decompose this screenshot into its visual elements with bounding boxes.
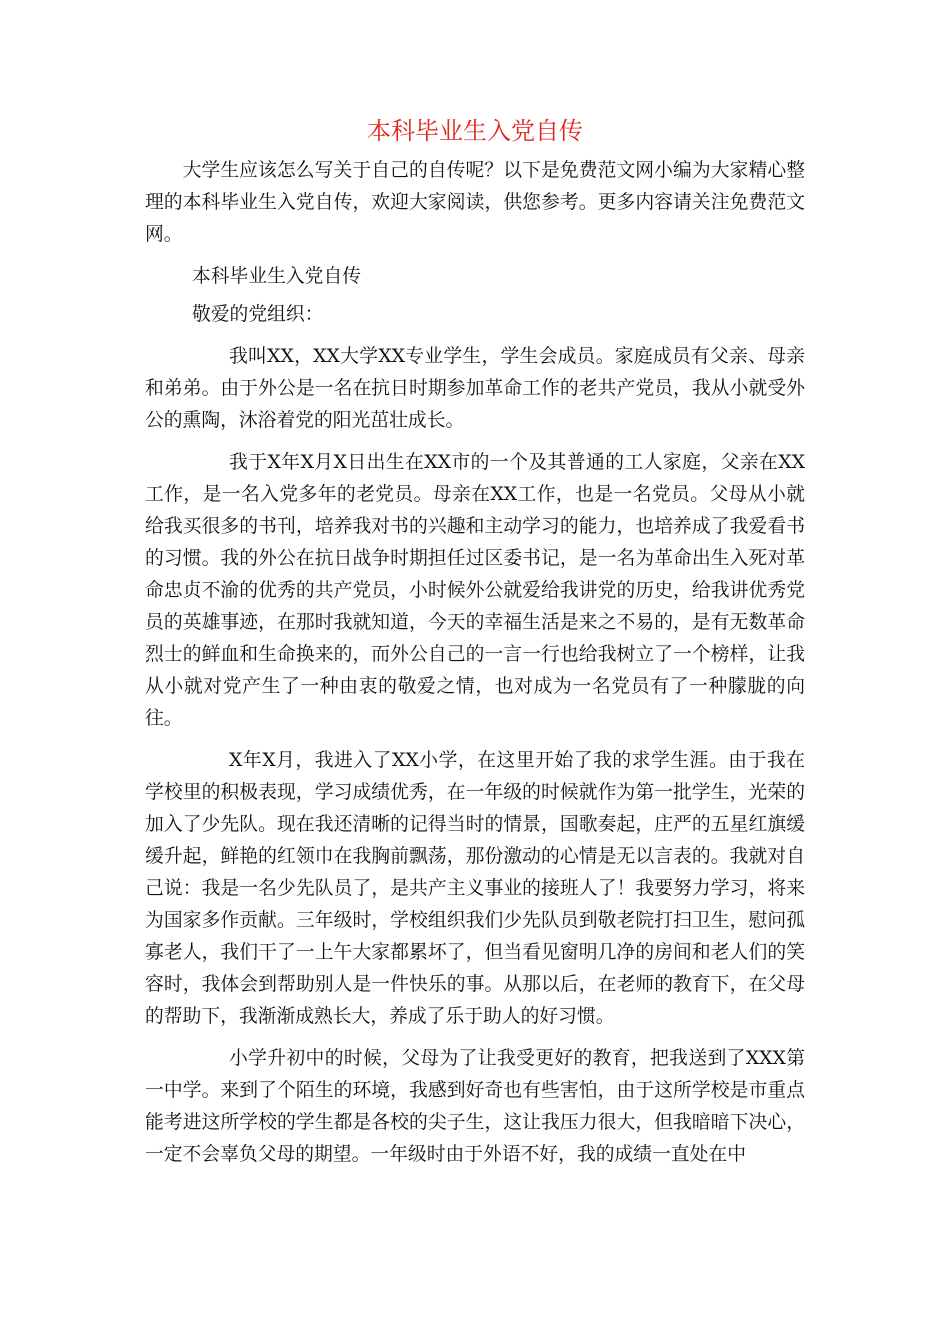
body-paragraph: 我于X年X月X日出生在XX市的一个及其普通的工人家庭，父亲在XX工作，是一名入党多年的老党员。母亲在XX工作，也是一名党员。父母从小就给我买很多的书刊，培养我对书的兴趣和主动学习的能力，也培养成了我爱看书的习惯。我的外公在抗日战争时期担任过区委书记，是一名为革命出生入死对革命忠贞不渝的优秀的共产党员，小时候外公就爱给我讲党的历史，给我讲优秀党员的英雄事迹，在那时我就知道，今天的幸福生活是来之不易的，是有无数革命烈士的鲜血和生命换来的，而外公自己的一言一行也给我树立了一个榜样，让我从小就对党产生了一种由衷的敬爱之情，也对成为一名党员有了一种朦胧的向往。 <box>145 452 805 729</box>
body-paragraph: 小学升初中的时候，父母为了让我受更好的教育，把我送到了XXX第一中学。来到了个陌生的环境，我感到好奇也有些害怕，由于这所学校是市重点能考进这所学校的学生都是各校的尖子生，这让我压力很大，但我暗暗下决心，一定不会辜负父母的期望。一年级时由于外语不好，我的成绩一直处在中 <box>145 1048 805 1165</box>
document-title: 本科毕业生入党自传 <box>367 117 583 145</box>
intro-paragraph: 大学生应该怎么写关于自己的自传呢？以下是免费范文网小编为大家精心整理的本科毕业生入党自传，欢迎大家阅读，供您参考。更多内容请关注免费范文网。 <box>145 160 805 245</box>
document-body <box>145 155 805 1171</box>
body-paragraph: X年X月，我进入了XX小学，在这里开始了我的求学生涯。由于我在学校里的积极表现，学习成绩优秀，在一年级的时候就作为第一批学生，光荣的加入了少先队。现在我还清晰的记得当时的情景，国歌奏起，庄严的五星红旗缓缓升起，鲜艳的红领巾在我胸前飘荡，那份激动的心情是无以言表的。我就对自己说：我是一名少先队员了，是共产主义事业的接班人了！我要努力学习，将来为国家多作贡献。三年级时，学校组织我们少先队员到敬老院打扫卫生，慰问孤寡老人，我们干了一上午大家都累坏了，但当看见窗明几净的房间和老人们的笑容时，我体会到帮助别人是一件快乐的事。从那以后，在老师的教育下，在父母的帮助下，我渐渐成熟长大，养成了乐于助人的好习惯。 <box>145 750 805 1027</box>
body-paragraph: 我叫XX，XX大学XX专业学生，学生会成员。家庭成员有父亲、母亲和弟弟。由于外公是一名在抗日时期参加革命工作的老共产党员，我从小就受外公的熏陶，沐浴着党的阳光茁壮成长。 <box>145 346 805 431</box>
section-heading: 本科毕业生入党自传 <box>192 266 362 287</box>
salutation: 敬爱的党组织： <box>192 304 324 325</box>
